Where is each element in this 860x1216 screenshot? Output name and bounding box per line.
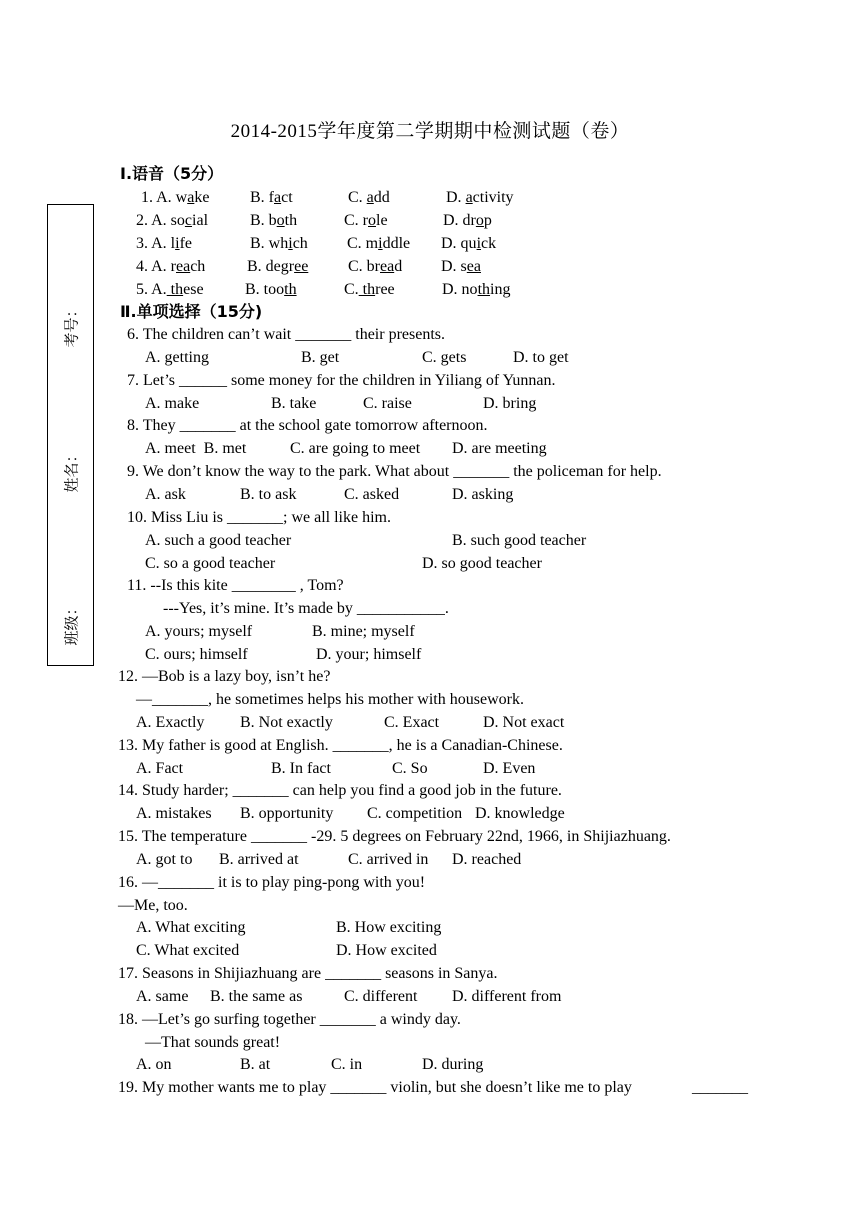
q13-option-d: D. Even [483,760,536,777]
exam-title: 2014-2015学年度第二学期期中检测试题（卷） [230,121,630,142]
q8-option-c: C. are going to meet [290,440,421,457]
q12-option-c: C. Exact [384,714,440,731]
q18-option-c: C. in [331,1056,363,1073]
q15-option-d: D. reached [452,851,522,868]
q11-option-b: B. mine; myself [312,623,415,640]
q1-option-b: B. fact [250,189,293,206]
q8-stem: 8. They _______ at the school gate tomorrow afternoon. [127,417,488,434]
q13-stem: 13. My father is good at English. _______, he is a Canadian-Chinese. [118,737,563,754]
q19-blank: _______ [692,1079,748,1096]
q7-option-a: A. make [145,395,200,412]
q5-option-c: C. three [344,281,395,298]
q10-option-a: A. such a good teacher [145,532,292,549]
q14-option-a: A. mistakes [136,805,212,822]
q6-option-d: D. to get [513,349,569,366]
q10-option-d: D. so good teacher [422,555,542,572]
q11-reply: ---Yes, it’s mine. It’s made by ___________. [163,600,449,617]
q18-option-d: D. during [422,1056,484,1073]
q17-option-a: A. same [136,988,189,1005]
q18-stem: 18. —Let’s go surfing together _______ a windy day. [118,1011,461,1028]
q13-option-b: B. In fact [271,760,331,777]
q16-option-c: C. What excited [136,942,240,959]
q9-option-c: C. asked [344,486,400,503]
q11-stem: 11. --Is this kite ________ , Tom? [127,577,344,594]
q4-option-d: D. sea [441,258,481,275]
q16-stem: 16. —_______ it is to play ping-pong with you! [118,874,426,891]
q15-option-a: A. got to [136,851,193,868]
q10-stem: 10. Miss Liu is _______; we all like him. [127,509,391,526]
q6-option-c: C. gets [422,349,467,366]
q15-option-b: B. arrived at [219,851,299,868]
q2-option-d: D. drop [443,212,492,229]
q9-option-d: D. asking [452,486,514,503]
q13-option-c: C. So [392,760,428,777]
q12-option-a: A. Exactly [136,714,205,731]
q14-option-d: D. knowledge [475,805,565,822]
q18-option-a: A. on [136,1056,172,1073]
q16-option-a: A. What exciting [136,919,246,936]
q12-reply: —_______, he sometimes helps his mother with housework. [136,691,524,708]
q16-option-d: D. How excited [336,942,437,959]
q5-option-b: B. tooth [245,281,297,298]
q10-option-c: C. so a good teacher [145,555,276,572]
q1-option-a: 1. A. wake [141,189,210,206]
q12-stem: 12. —Bob is a lazy boy, isn’t he? [118,668,331,685]
q17-stem: 17. Seasons in Shijiazhuang are _______ seasons in Sanya. [118,965,498,982]
q11-option-d: D. your; himself [316,646,422,663]
q1-option-d: D. activity [446,189,514,206]
q3-option-a: 3. A. life [136,235,193,252]
q12-option-d: D. Not exact [483,714,565,731]
q7-stem: 7. Let’s ______ some money for the children in Yiliang of Yunnan. [127,372,556,389]
q3-option-d: D. quick [441,235,497,252]
q8-option-d: D. are meeting [452,440,547,457]
q5-option-a: 5. A. these [136,281,204,298]
q2-option-b: B. both [250,212,298,229]
exam-number-label: 考号： [62,302,80,348]
q10-option-b: B. such good teacher [452,532,587,549]
q8-option-ab: A. meet B. met [145,440,247,457]
q16-reply: —Me, too. [118,897,188,914]
section1-heading: Ⅰ.语音（5分） [120,164,224,183]
q18-option-b: B. at [240,1056,271,1073]
name-label: 姓名： [62,447,80,493]
q4-option-c: C. bread [348,258,403,275]
q9-option-b: B. to ask [240,486,297,503]
q11-option-c: C. ours; himself [145,646,248,663]
student-info-box [47,204,94,666]
q9-stem: 9. We don’t know the way to the park. What about _______ the policeman for help. [127,463,662,480]
class-label: 班级： [62,600,80,646]
q16-option-b: B. How exciting [336,919,442,936]
q6-option-a: A. getting [145,349,209,366]
q9-option-a: A. ask [145,486,186,503]
q12-option-b: B. Not exactly [240,714,333,731]
q18-reply: —That sounds great! [145,1034,281,1051]
q14-option-c: C. competition [367,805,463,822]
section2-heading: Ⅱ.单项选择（15分) [120,302,263,321]
q14-stem: 14. Study harder; _______ can help you find a good job in the future. [118,782,562,799]
q17-option-b: B. the same as [210,988,303,1005]
q14-option-b: B. opportunity [240,805,334,822]
q17-option-d: D. different from [452,988,562,1005]
q15-option-c: C. arrived in [348,851,429,868]
q3-option-b: B. which [250,235,308,252]
q6-stem: 6. The children can’t wait _______ their presents. [127,326,445,343]
q2-option-a: 2. A. social [136,212,209,229]
q15-stem: 15. The temperature _______ -29. 5 degrees on February 22nd, 1966, in Shijiazhuang. [118,828,671,845]
q13-option-a: A. Fact [136,760,184,777]
q11-option-a: A. yours; myself [145,623,253,640]
q17-option-c: C. different [344,988,418,1005]
q7-option-d: D. bring [483,395,537,412]
q1-option-c: C. add [348,189,390,206]
q5-option-d: D. nothing [442,281,511,298]
q4-option-b: B. degree [247,258,309,275]
q2-option-c: C. role [344,212,388,229]
q7-option-c: C. raise [363,395,412,412]
q6-option-b: B. get [301,349,340,366]
q3-option-c: C. middle [347,235,411,252]
q19-stem: 19. My mother wants me to play _______ violin, but she doesn’t like me to play [118,1079,632,1096]
q4-option-a: 4. A. reach [136,258,206,275]
q7-option-b: B. take [271,395,317,412]
